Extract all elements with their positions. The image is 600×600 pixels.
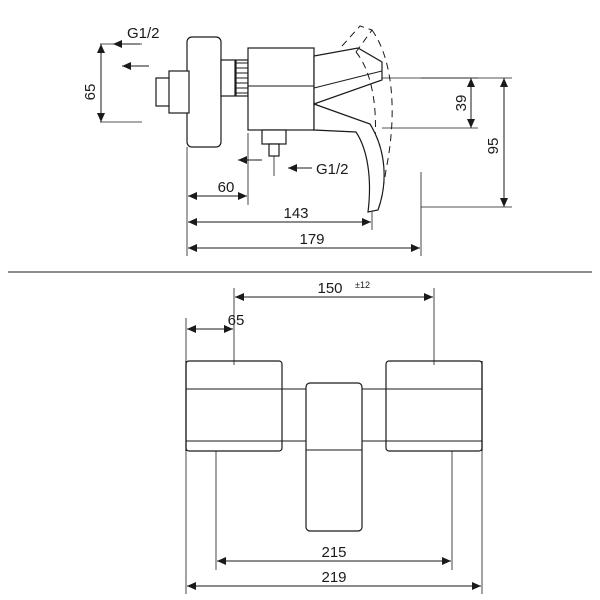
dim-label-39: 39: [453, 94, 470, 112]
dim-label-60: 60: [217, 179, 235, 196]
dim-label-215: 215: [321, 544, 347, 561]
dim-label-179: 179: [299, 231, 325, 248]
lever-handle: [314, 48, 382, 104]
dim-label-219: 219: [321, 569, 347, 586]
left-wall-plate: [186, 361, 282, 451]
outlet-hex-nut: [262, 130, 286, 144]
dim-label-65-front: 65: [227, 312, 245, 329]
outlet-thread: [269, 144, 279, 156]
dim-label-g12-bottom: G1/2: [316, 161, 349, 178]
centre-body: [306, 383, 362, 531]
flange-stem: [221, 60, 235, 96]
dim-label-65-left: 65: [82, 83, 99, 101]
dimension-g12-bottom: [274, 156, 349, 178]
mixer-body: [248, 48, 314, 130]
dimension-g12-top: [113, 25, 160, 66]
wall-flange: [187, 37, 221, 147]
outlet-spout: [314, 104, 384, 212]
side-elevation-group: [82, 25, 512, 256]
dimension-65-front: [186, 312, 244, 363]
dimension-65-left: [82, 44, 142, 122]
dimension-150: [234, 280, 434, 365]
dim-label-g12-top: G1/2: [127, 25, 160, 42]
dimension-143: [187, 205, 372, 230]
dimension-39: [382, 78, 478, 128]
knurl-detail: [236, 60, 248, 96]
dim-label-95: 95: [485, 137, 502, 155]
right-wall-plate: [386, 361, 482, 451]
dim-label-150-tolerance: ±12: [355, 280, 370, 290]
dim-label-143: 143: [283, 205, 309, 222]
dim-label-150: 150: [317, 280, 343, 297]
front-elevation-group: [186, 280, 482, 594]
inlet-collar: [169, 71, 189, 113]
